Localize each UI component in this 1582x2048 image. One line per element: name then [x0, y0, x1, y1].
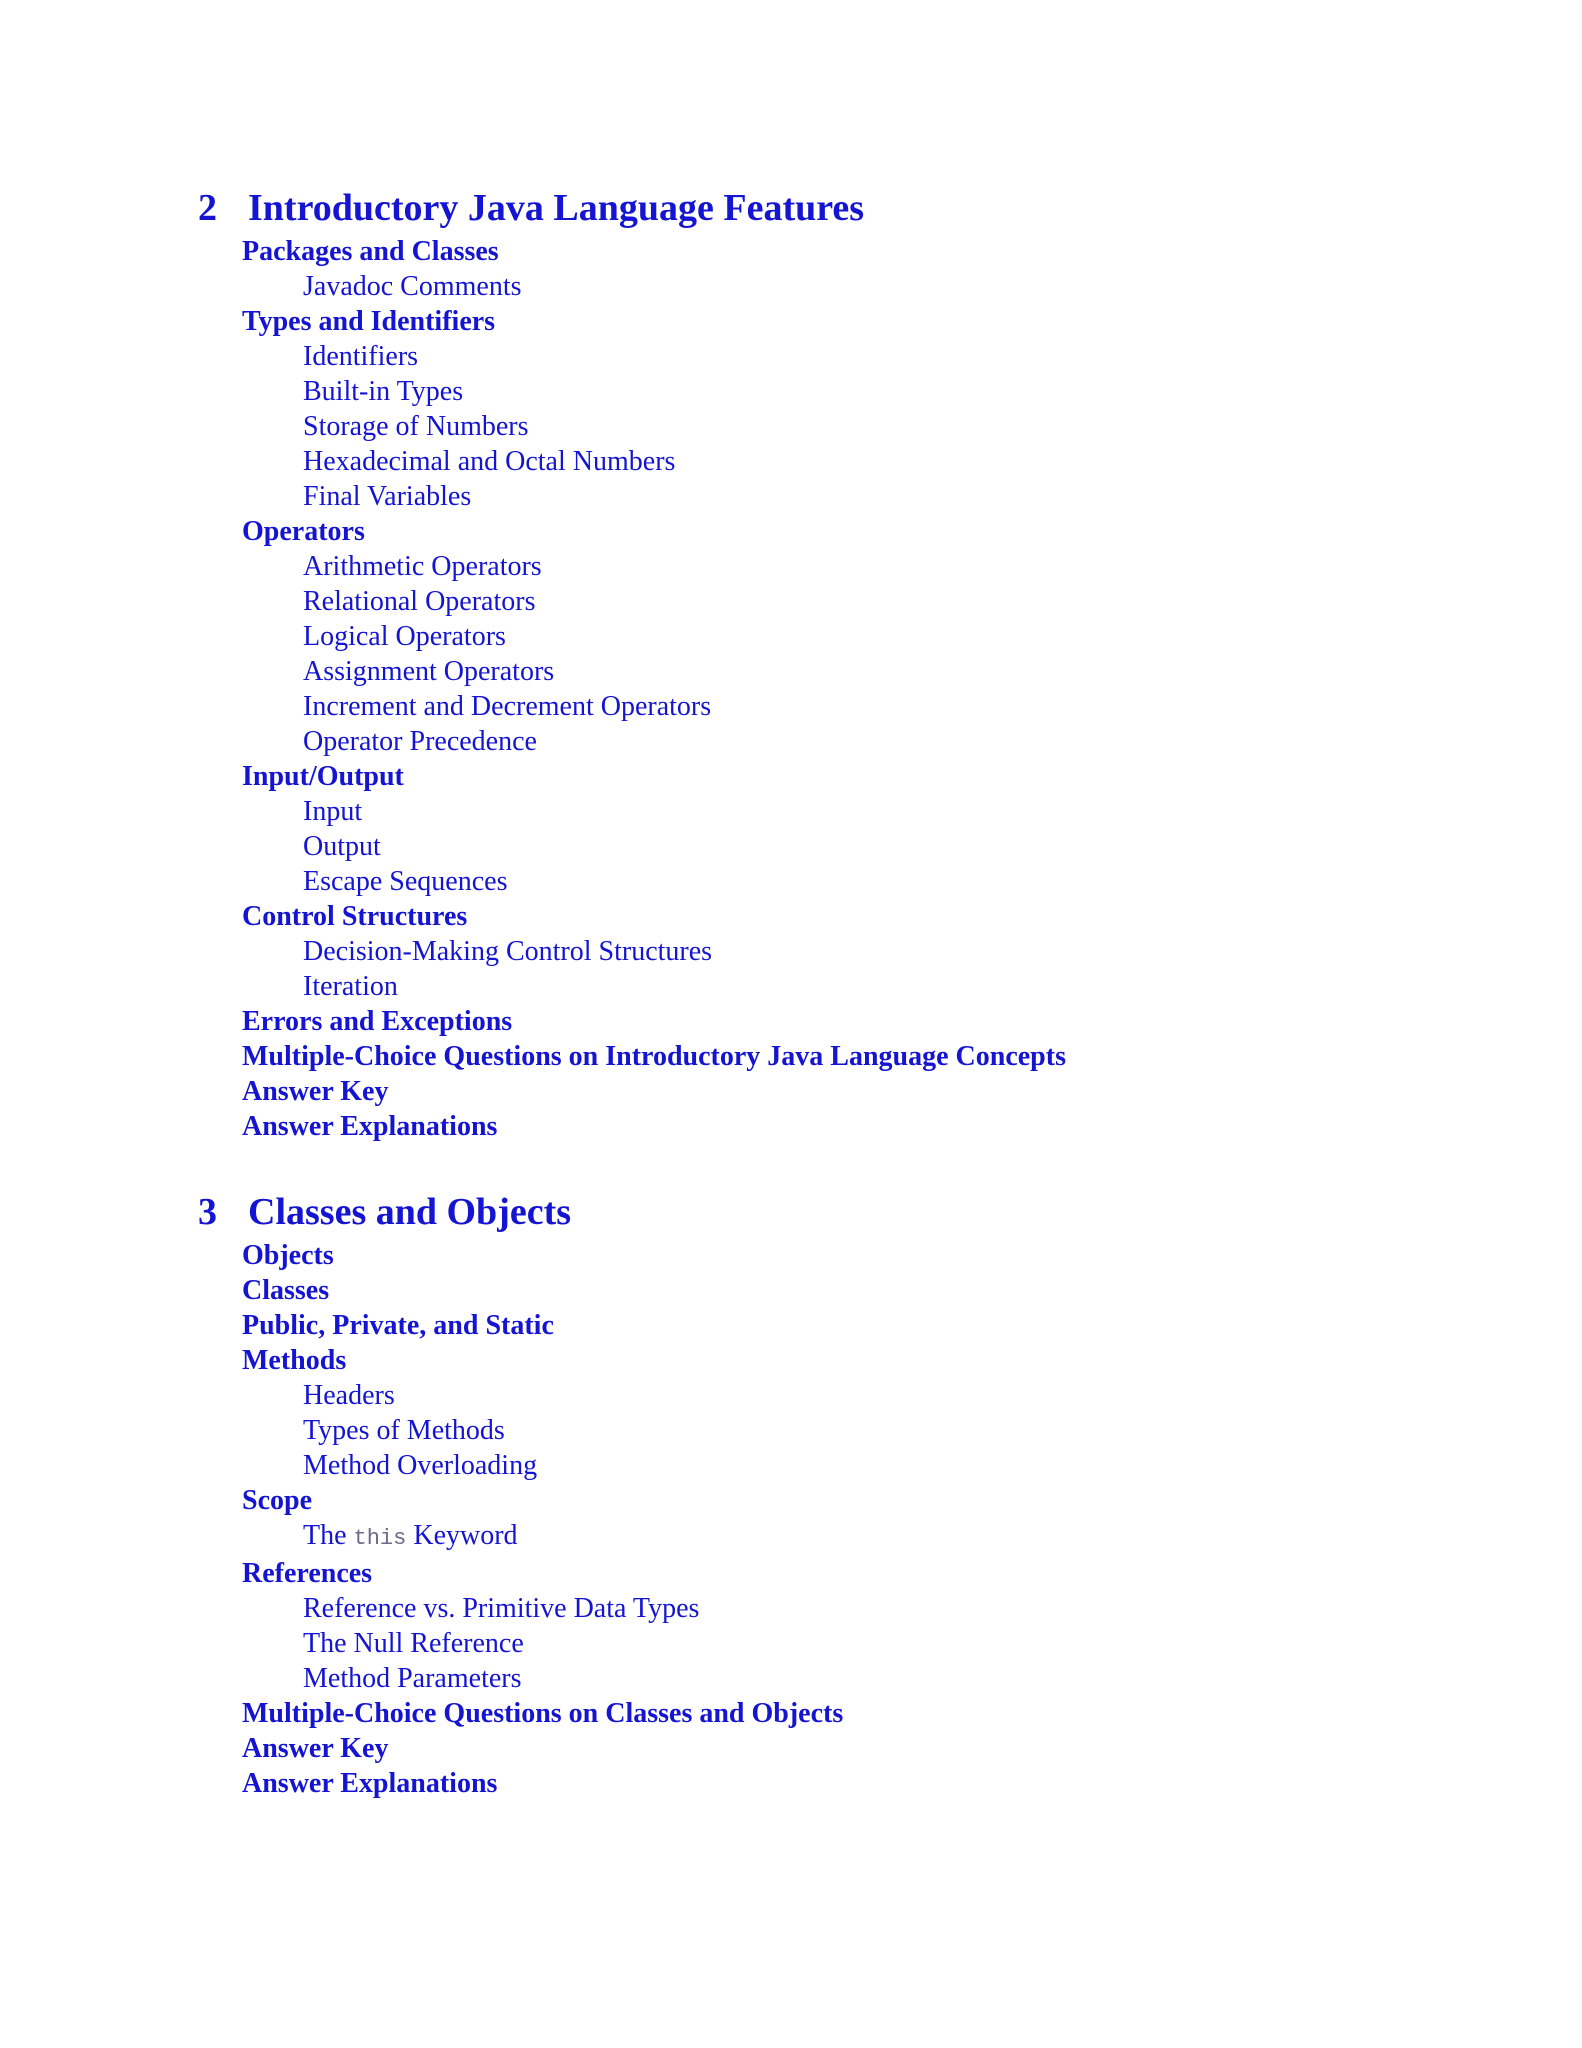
subsection-item[interactable]: Output [303, 831, 381, 862]
subsection-item[interactable]: Increment and Decrement Operators [303, 691, 712, 722]
chapter-2 [198, 184, 1498, 1144]
code-keyword: this [353, 1526, 407, 1551]
subsection-item[interactable]: Storage of Numbers [303, 411, 529, 442]
section-title[interactable]: Answer Explanations [242, 1111, 498, 1142]
subsection-text: The [303, 1520, 354, 1551]
section-answer-key [242, 1074, 1498, 1109]
section-title[interactable]: Control Structures [242, 901, 468, 932]
section-answer-key [242, 1731, 1498, 1766]
section-packages-and-classes [242, 234, 1498, 304]
subsection-item[interactable]: Identifiers [303, 341, 419, 372]
section-title[interactable]: Methods [242, 1345, 347, 1376]
section-public-private-static [242, 1308, 1498, 1343]
section-title[interactable]: Packages and Classes [242, 236, 499, 267]
subsection-item[interactable]: The Null Reference [303, 1628, 524, 1659]
subsection-item[interactable]: Assignment Operators [303, 656, 555, 687]
section-objects [242, 1238, 1498, 1273]
chapter-title: Introductory Java Language Features [248, 187, 865, 229]
section-title[interactable]: Types and Identifiers [242, 306, 496, 337]
subsection-item[interactable]: Input [303, 796, 363, 827]
subsection-item[interactable]: Relational Operators [303, 586, 536, 617]
section-title[interactable]: Input/Output [242, 761, 404, 792]
section-title[interactable]: Multiple-Choice Questions on Introductory Java Language Concepts [242, 1041, 1066, 1072]
section-title[interactable]: Operators [242, 516, 365, 547]
chapter-3 [198, 1188, 1498, 1801]
section-title[interactable]: Errors and Exceptions [242, 1006, 513, 1037]
section-classes [242, 1273, 1498, 1308]
subsection-item[interactable]: Method Parameters [303, 1663, 522, 1694]
section-errors-and-exceptions [242, 1004, 1498, 1039]
subsection-item[interactable]: Logical Operators [303, 621, 506, 652]
section-title[interactable]: References [242, 1558, 373, 1589]
subsection-item[interactable]: Iteration [303, 971, 398, 1002]
section-title[interactable]: Objects [242, 1240, 334, 1271]
subsection-item[interactable]: Reference vs. Primitive Data Types [303, 1593, 700, 1624]
section-answer-explanations [242, 1109, 1498, 1144]
subsection-item[interactable]: Escape Sequences [303, 866, 508, 897]
section-control-structures [242, 899, 1498, 1004]
section-methods [242, 1343, 1498, 1483]
subsection-item[interactable]: Built-in Types [303, 376, 464, 407]
section-operators [242, 514, 1498, 759]
subsection-item[interactable]: Arithmetic Operators [303, 551, 542, 582]
section-title[interactable]: Scope [242, 1485, 312, 1516]
subsection-item[interactable]: Method Overloading [303, 1450, 538, 1481]
section-multiple-choice-questions [242, 1039, 1498, 1074]
chapter-heading[interactable] [198, 1188, 1498, 1236]
section-scope [242, 1483, 1498, 1556]
subsection-item-this-keyword[interactable] [303, 1518, 1498, 1556]
table-of-contents [198, 184, 1498, 1845]
section-title[interactable]: Classes [242, 1275, 330, 1306]
chapter-title: Classes and Objects [248, 1191, 572, 1233]
subsection-item[interactable]: Decision-Making Control Structures [303, 936, 713, 967]
subsection-item[interactable]: Operator Precedence [303, 726, 537, 757]
section-answer-explanations [242, 1766, 1498, 1801]
subsection-item[interactable]: Javadoc Comments [303, 271, 522, 302]
chapter-number: 3 [198, 1191, 217, 1233]
subsection-text: Keyword [406, 1520, 518, 1551]
section-types-and-identifiers [242, 304, 1498, 514]
subsection-item[interactable]: Types of Methods [303, 1415, 505, 1446]
subsection-item[interactable]: Final Variables [303, 481, 472, 512]
section-title[interactable]: Public, Private, and Static [242, 1310, 554, 1341]
chapter-number: 2 [198, 187, 217, 229]
subsection-item[interactable]: Hexadecimal and Octal Numbers [303, 446, 676, 477]
chapter-heading[interactable] [198, 184, 1498, 232]
section-multiple-choice-questions [242, 1696, 1498, 1731]
section-references [242, 1556, 1498, 1696]
section-title[interactable]: Answer Explanations [242, 1768, 498, 1799]
subsection-item[interactable]: Headers [303, 1380, 395, 1411]
section-title[interactable]: Answer Key [242, 1076, 389, 1107]
section-title[interactable]: Multiple-Choice Questions on Classes and Objects [242, 1698, 844, 1729]
section-title[interactable]: Answer Key [242, 1733, 389, 1764]
section-input-output [242, 759, 1498, 899]
